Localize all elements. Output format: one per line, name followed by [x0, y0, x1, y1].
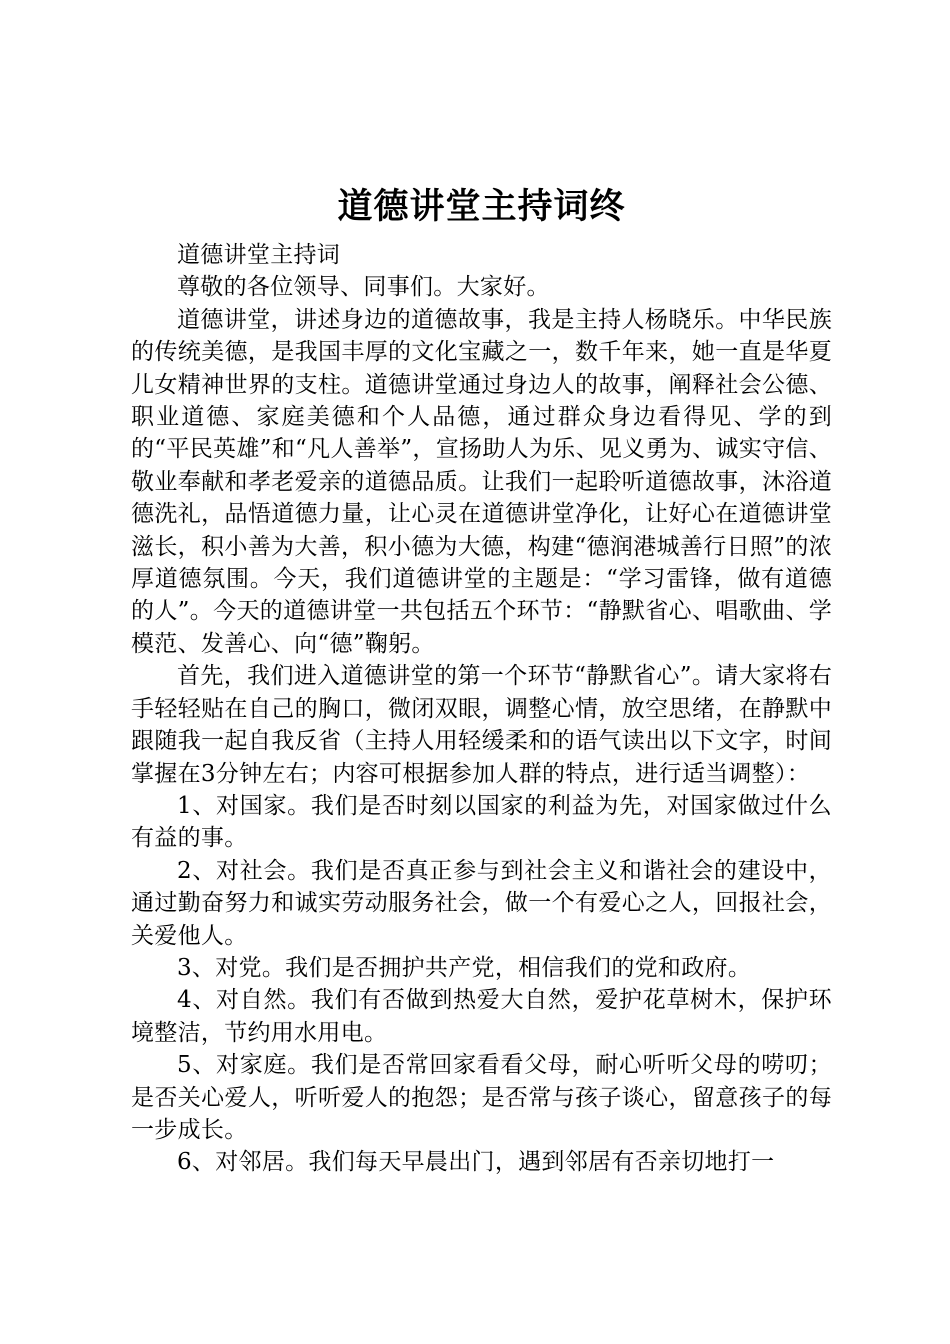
paragraph-first-section: 首先，我们进入道德讲堂的第一个环节“静默省心”。请大家将右手轻轻贴在自己的胸口，微闭双眼，调整心情，放空思绪，在静默中跟随我一起自我反省（主持人用轻缓柔和的语气读出以下文字，时间掌握在3分钟左右；内容可根据参加人群的特点，进行适当调整）： — [131, 663, 832, 787]
list-item-party: 3、对党。我们是否拥护共产党，相信我们的党和政府。 — [177, 954, 752, 981]
paragraph-introduction: 道德讲堂，讲述身边的道德故事，我是主持人杨晓乐。中华民族的传统美德，是我国丰厚的文化宝藏之一，数千年来，她一直是华夏儿女精神世界的支柱。道德讲堂通过身边人的故事，阐释社会公德、职业道德、家庭美德和个人品德，通过群众身边看得见、学的到的“平民英雄”和“凡人善举”，宣扬助人为乐、见义勇为、诚实守信、敬业奉献和孝老爱亲的道德品质。让我们一起聆听道德故事，沐浴道德洗礼，品悟道德力量，让心灵在道德讲堂净化，让好心在道德讲堂滋长，积小善为大善，积小德为大德，构建“德润港城善行日照”的浓厚道德氛围。今天，我们道德讲堂的主题是：“学习雷锋，做有道德的人”。今天的道德讲堂一共包括五个环节：“静默省心、唱歌曲、学模范、发善心、向“德”鞠躬。 — [131, 306, 832, 657]
list-item-family: 5、对家庭。我们是否常回家看看父母，耐心听听父母的唠叨；是否关心爱人，听听爱人的抱怨；是否常与孩子谈心，留意孩子的每一步成长。 — [131, 1052, 832, 1143]
list-item-neighbors: 6、对邻居。我们每天早晨出门，遇到邻居有否亲切地打一 — [177, 1149, 775, 1176]
paragraph-greeting: 尊敬的各位领导、同事们。大家好。 — [177, 274, 550, 301]
paragraph-subtitle: 道德讲堂主持词 — [177, 242, 341, 268]
list-item-society: 2、对社会。我们是否真正参与到社会主义和谐社会的建设中，通过勤奋努力和诚实劳动服务社会，做一个有爱心之人，回报社会，关爱他人。 — [131, 857, 832, 949]
document-page — [131, 183, 832, 1179]
list-item-country: 1、对国家。我们是否时刻以国家的利益为先，对国家做过什么有益的事。 — [131, 792, 832, 852]
list-item-nature: 4、对自然。我们有否做到热爱大自然，爱护花草树木，保护环境整洁，节约用水用电。 — [131, 987, 832, 1046]
document-title: 道德讲堂主持词终 — [337, 186, 626, 227]
